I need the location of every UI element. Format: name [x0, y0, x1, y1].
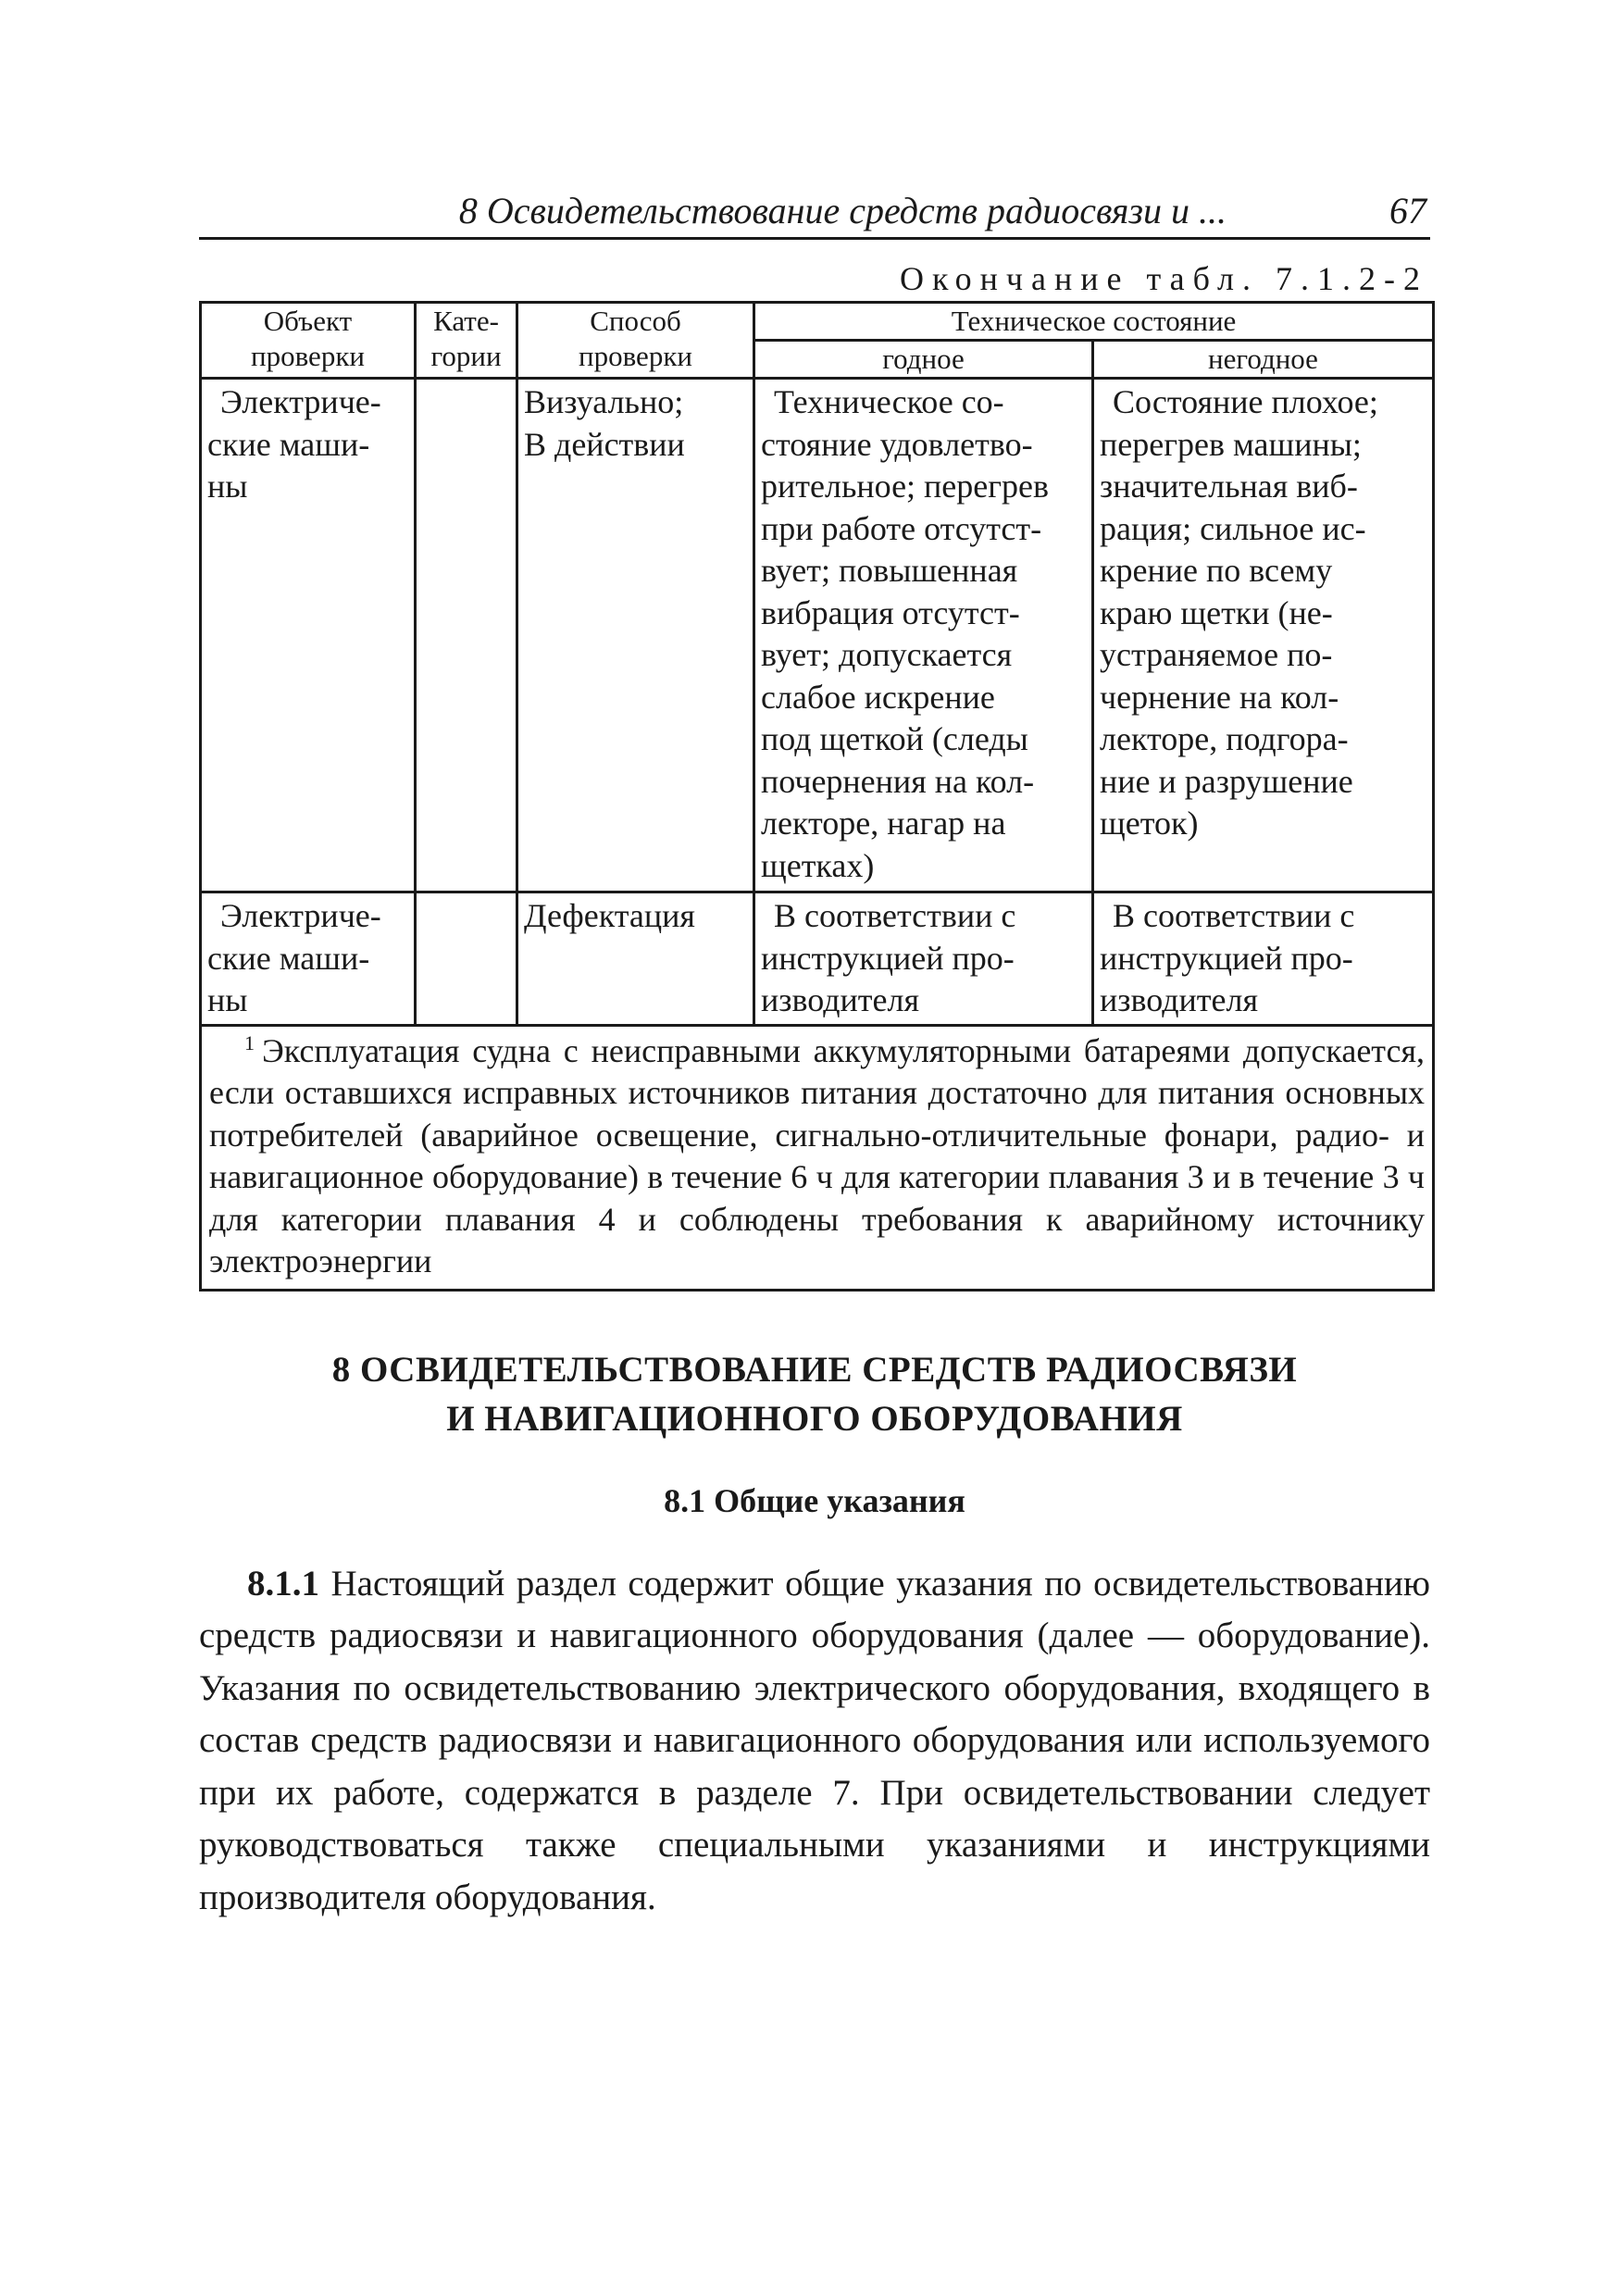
- header-object-line: Объект: [263, 305, 353, 337]
- table-caption: Окончание табл. 7.1.2-2: [899, 260, 1428, 297]
- cell-bad-line: перегрев машины;: [1100, 425, 1362, 463]
- header-good: годное: [754, 341, 1093, 379]
- cell-bad: [1093, 892, 1434, 1026]
- cell-bad-line: инструкцией про-: [1100, 939, 1353, 977]
- cell-object-line: Электриче-: [220, 897, 381, 934]
- header-category-line: гории: [430, 340, 502, 372]
- cell-bad-line: щеток): [1100, 805, 1199, 842]
- footnote-mark: 1: [244, 1030, 255, 1054]
- running-title: 8 Освидетельствование средств радиосвязи и ...: [458, 190, 1227, 231]
- cell-bad-line: ние и разрушение: [1100, 762, 1353, 800]
- cell-bad-line: крение по всему: [1100, 552, 1333, 589]
- header-tech-state: Техническое состояние: [754, 303, 1434, 341]
- cell-good-line: щетках): [761, 846, 875, 884]
- cell-good-line: инструкцией про-: [761, 939, 1015, 977]
- cell-good-line: вибрация отсутст-: [761, 593, 1020, 631]
- cell-object-line: ны: [207, 981, 248, 1018]
- cell-good-line: Техническое со-: [774, 383, 1004, 420]
- cell-good-line: изводителя: [761, 981, 920, 1018]
- section-heading: [199, 1345, 1430, 1443]
- cell-good-line: вует; допускается: [761, 636, 1013, 673]
- page-number: 67: [1389, 190, 1426, 231]
- header-object: [201, 303, 416, 379]
- document-page: [199, 185, 1430, 1960]
- header-object-line: проверки: [251, 340, 365, 372]
- cell-bad-line: значительная виб-: [1100, 468, 1358, 505]
- cell-object-line: ны: [207, 468, 248, 505]
- header-method-line: проверки: [579, 340, 692, 372]
- cell-bad-line: изводителя: [1100, 981, 1259, 1018]
- cell-object-line: ские маши-: [207, 939, 370, 977]
- cell-bad-line: рация; сильное ис-: [1100, 509, 1366, 547]
- header-method-line: Способ: [590, 305, 681, 337]
- cell-method-line: Дефектация: [524, 897, 695, 934]
- header-category: [416, 303, 517, 379]
- cell-good-line: рительное; перегрев: [761, 468, 1050, 505]
- cell-bad-line: лекторе, подгора-: [1100, 720, 1349, 757]
- header-method: [517, 303, 754, 379]
- paragraph-text: Настоящий раздел содержит общие указания по освидетельствованию средств радиосвязи и навигационного оборудования (далее — оборудование). Указания по освидетельствованию электрического оборудования, входящего в состав средств радиосвязи и навигационного оборудования или используемого при их работе, содержатся в разделе 7. При освидетельствовании следует руководствоваться также специальными указаниями и инструкциями производителя оборудования.: [199, 1563, 1430, 1917]
- section-heading-line: И НАВИГАЦИОННОГО ОБОРУДОВАНИЯ: [446, 1398, 1183, 1439]
- cell-good-line: при работе отсутст-: [761, 509, 1042, 547]
- cell-good-line: лекторе, нагар на: [761, 805, 1006, 842]
- cell-bad-line: чернение на кол-: [1100, 678, 1339, 716]
- cell-object-line: Электриче-: [220, 383, 381, 420]
- cell-good-line: почернения на кол-: [761, 762, 1035, 800]
- cell-method-line: Визуально;: [524, 383, 684, 420]
- header-bad: негодное: [1093, 341, 1434, 379]
- cell-method: [517, 892, 754, 1026]
- cell-bad-line: краю щетки (не-: [1100, 593, 1333, 631]
- cell-good: [754, 379, 1093, 892]
- cell-method-line: В действии: [524, 425, 685, 463]
- cell-good-line: слабое искрение: [761, 678, 995, 716]
- cell-method: [517, 379, 754, 892]
- cell-object-line: ские маши-: [207, 425, 370, 463]
- cell-category: [416, 379, 517, 892]
- cell-bad-line: устраняемое по-: [1100, 636, 1333, 673]
- table-footnote: [201, 1025, 1434, 1290]
- cell-good: [754, 892, 1093, 1026]
- cell-good-line: В соответствии с: [774, 897, 1016, 934]
- table-row: [201, 892, 1434, 1026]
- cell-object: [201, 379, 416, 892]
- table-row: [201, 379, 1434, 892]
- running-header: [199, 185, 1430, 240]
- cell-good-line: под щеткой (следы: [761, 720, 1028, 757]
- header-category-line: Кате-: [433, 305, 499, 337]
- table-body: [201, 379, 1434, 1026]
- section-heading-line: 8 ОСВИДЕТЕЛЬСТВОВАНИЕ СРЕДСТВ РАДИОСВЯЗИ: [331, 1349, 1298, 1390]
- cell-good-line: вует; повышенная: [761, 552, 1018, 589]
- cell-bad-line: В соответствии с: [1113, 897, 1355, 934]
- cell-good-line: стояние удовлетво-: [761, 425, 1033, 463]
- inspection-table: [199, 301, 1435, 1292]
- subsection-heading: 8.1 Общие указания: [664, 1481, 965, 1519]
- cell-object: [201, 892, 416, 1026]
- cell-category: [416, 892, 517, 1026]
- body-paragraph: [199, 1558, 1430, 1925]
- footnote-text: Эксплуатация судна с неисправными аккумуляторными батареями допускается, если оставшихся исправных источников питания достаточно для питания основных потребителей (аварийное освещение, сигнально-отличительные фонари, радио- и навигационное оборудование) в течение 6 ч для категории плавания 3 и в течение 3 ч для категории плавания 4 и соблюдены требования к аварийному источнику электроэнергии: [209, 1031, 1426, 1279]
- cell-bad-line: Состояние плохое;: [1113, 383, 1378, 420]
- paragraph-number: 8.1.1: [247, 1563, 319, 1603]
- cell-bad: [1093, 379, 1434, 892]
